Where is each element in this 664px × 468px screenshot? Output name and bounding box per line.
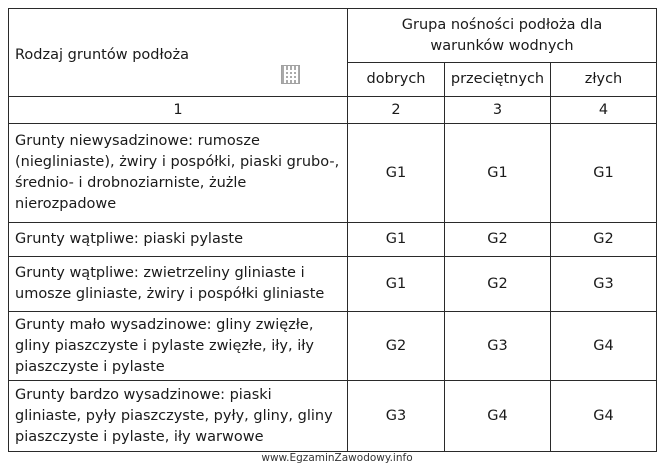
table-row [9,124,657,223]
condition-bad-header: złych [551,63,657,97]
bearing-group-header: Grupa nośności podłoża dla warunków wodnych [348,9,657,63]
group-average-cell: G1 [445,124,551,223]
soil-type-cell: Grunty bardzo wysadzinowe: piaski gliniaste, pyły piaszczyste, pyły, gliny, gliny piaszczyste i pylaste, iły warwowe [9,381,348,452]
watermark-text: www.EgzaminZawodowy.info [261,452,413,464]
group-average-cell: G3 [445,312,551,381]
group-bad-cell: G3 [551,257,657,312]
column-number-row [9,97,657,124]
group-average-cell: G2 [445,257,551,312]
group-average-cell: G2 [445,223,551,257]
column-number-2: 2 [348,97,445,124]
column-number-4: 4 [551,97,657,124]
table-row [9,223,657,257]
group-bad-cell: G1 [551,124,657,223]
group-good-cell: G1 [348,223,445,257]
group-bad-cell: G4 [551,381,657,452]
soil-type-cell: Grunty mało wysadzinowe: gliny zwięzłe, gliny piaszczyste i pylaste zwięzłe, iły, iły piaszczyste i pylaste [9,312,348,381]
table-row [9,381,657,452]
group-good-cell: G1 [348,257,445,312]
soil-type-cell: Grunty wątpliwe: piaski pylaste [9,223,348,257]
condition-average-header: przeciętnych [445,63,551,97]
column-number-1: 1 [9,97,348,124]
group-good-cell: G2 [348,312,445,381]
header-row-top [9,9,657,63]
table-row [9,257,657,312]
group-good-cell: G1 [348,124,445,223]
soil-type-header-label: Rodzaj gruntów podłoża [15,47,189,63]
soil-type-cell: Grunty wątpliwe: zwietrzeliny gliniaste i umosze gliniaste, żwiry i pospółki gliniaste [9,257,348,312]
column-number-3: 3 [445,97,551,124]
group-bad-cell: G2 [551,223,657,257]
group-bad-cell: G4 [551,312,657,381]
group-average-cell: G4 [445,381,551,452]
qr-code-icon [281,65,300,84]
table-row [9,312,657,381]
soil-bearing-table [8,8,657,452]
condition-good-header: dobrych [348,63,445,97]
group-good-cell: G3 [348,381,445,452]
soil-type-cell: Grunty niewysadzinowe: rumosze (niegliniaste), żwiry i pospółki, piaski grubo-, średnio- i drobnoziarniste, żużle nierozpadowe [9,124,348,223]
soil-type-header [9,9,348,97]
